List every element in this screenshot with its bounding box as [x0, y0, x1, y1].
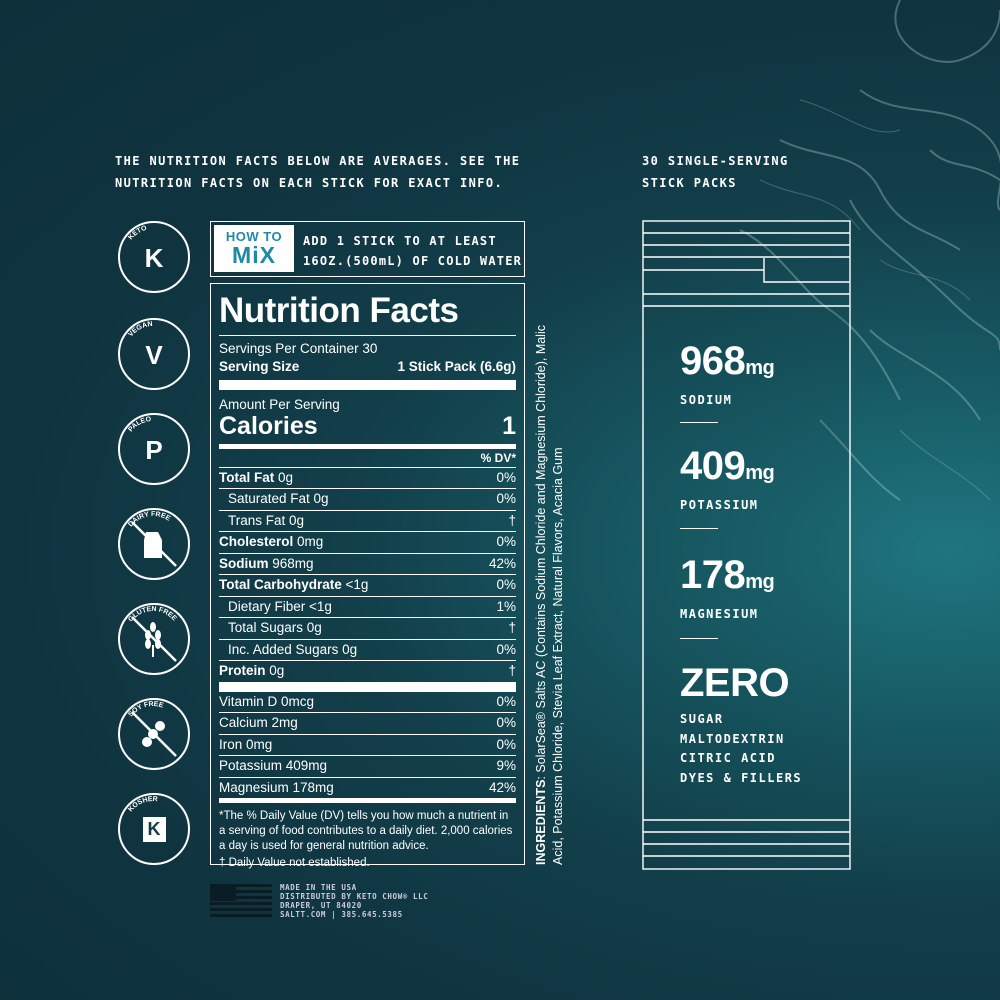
svg-text:SOY FREE: SOY FREE: [127, 700, 165, 719]
micronutrient-row: Magnesium 178mg 42%: [219, 777, 516, 799]
calories-row: Calories 1: [219, 411, 516, 440]
notice-line-2: NUTRITION FACTS ON EACH STICK FOR EXACT INFO.: [115, 176, 504, 190]
serving-size-row: Serving Size 1 Stick Pack (6.6g): [219, 359, 516, 374]
soy-free-badge: [118, 698, 190, 770]
nutrient-row: Inc. Added Sugars 0g 0%: [219, 639, 516, 661]
svg-text:KETO: KETO: [127, 224, 148, 242]
how-to-mix-box: [210, 221, 525, 277]
nutrition-title: Nutrition Facts: [219, 291, 459, 330]
svg-text:GLUTEN FREE: GLUTEN FREE: [127, 605, 178, 624]
badge-ring-text: [117, 507, 189, 579]
nutrient-row: Total Sugars 0g †: [219, 617, 516, 639]
dairy-free-badge: [118, 508, 190, 580]
micronutrient-row: Potassium 409mg 9%: [219, 755, 516, 777]
zero-title: ZERO: [680, 661, 790, 705]
micronutrient-row: Calcium 2mg 0%: [219, 712, 516, 734]
sodium-stat: [680, 340, 774, 407]
kosher-badge: [118, 793, 190, 865]
nutrient-rows: [219, 467, 516, 682]
badge-ring-text: [117, 602, 189, 674]
nutrient-row: Trans Fat 0g †: [219, 510, 516, 532]
nutrient-row: Cholesterol 0mg 0%: [219, 531, 516, 553]
vegan-letter: V: [145, 340, 163, 370]
paleo-badge: [118, 413, 190, 485]
nutrient-row: Saturated Fat 0g 0%: [219, 488, 516, 510]
keto-badge: [118, 221, 190, 293]
zero-item: MALTODEXTRIN: [680, 731, 785, 746]
micronutrient-rows: [219, 692, 516, 799]
dagger-footnote: † Daily Value not established.: [219, 857, 370, 869]
paleo-letter: P: [145, 435, 163, 465]
notice-line-1: THE NUTRITION FACTS BELOW ARE AVERAGES. SEE THE: [115, 154, 521, 168]
potassium-stat: [680, 445, 774, 512]
magnesium-value: 178mg: [680, 553, 775, 597]
micronutrient-row: Iron 0mg 0%: [219, 734, 516, 756]
made-in-usa: MADE IN THE USA DISTRIBUTED BY KETO CHOW® LLC DRAPER, UT 84020 SALTT.COM | 385.645.5385: [280, 883, 429, 919]
sodium-label: SODIUM: [680, 393, 733, 407]
nutrient-row: Dietary Fiber <1g 1%: [219, 596, 516, 618]
svg-text:DAIRY FREE: DAIRY FREE: [127, 510, 172, 529]
gluten-free-badge: [118, 603, 190, 675]
nutrient-row: Protein 0g †: [219, 660, 516, 682]
potassium-value: 409mg: [680, 444, 775, 488]
how-to-label: HOW TO: [225, 229, 283, 244]
amount-per-serving: Amount Per Serving: [219, 396, 340, 412]
sodium-value: 968mg: [680, 339, 775, 383]
nutrient-row: Sodium 968mg 42%: [219, 553, 516, 575]
potassium-label: POTASSIUM: [680, 498, 759, 512]
nutrition-facts-panel: [210, 283, 525, 869]
daily-value-header: % DV*: [480, 450, 516, 465]
zero-item: DYES & FILLERS: [680, 770, 803, 785]
magnesium-stat: [680, 554, 774, 621]
daily-value-footnote: *The % Daily Value (DV) tells you how much a nutrient in a serving of food contributes to a daily diet. 2,000 calories a day is used for general nutrition advice.: [219, 810, 513, 852]
mix-instructions: ADD 1 STICK TO AT LEAST 16OZ.(500mL) OF COLD WATER: [303, 234, 523, 268]
pack-notice-line-1: 30 SINGLE-SERVING: [642, 154, 789, 168]
micronutrient-row: Vitamin D 0mcg 0%: [219, 693, 516, 709]
zero-item: CITRIC ACID: [680, 751, 776, 765]
vegan-badge: [118, 318, 190, 390]
pack-notice: [642, 150, 789, 194]
keto-letter: K: [144, 243, 164, 273]
badge-ring-text: [117, 697, 189, 769]
averages-notice: [115, 150, 520, 194]
nutrient-row: Total Carbohydrate <1g 0%: [219, 574, 516, 596]
how-to-mix-tag: [214, 225, 294, 272]
ingredients-label: INGREDIENTS: [534, 779, 548, 865]
zero-list: [680, 710, 802, 788]
svg-text:PALEO: PALEO: [127, 415, 152, 434]
zero-item: SUGAR: [680, 712, 724, 726]
zero-stat: [680, 662, 802, 788]
servings-per-container: Servings Per Container 30: [219, 341, 378, 356]
svg-text:KOSHER: KOSHER: [127, 795, 158, 814]
svg-text:VEGAN: VEGAN: [127, 320, 153, 339]
nutrient-row: Total Fat 0g 0%: [219, 467, 516, 489]
mix-label: MiX: [232, 242, 276, 268]
pack-notice-line-2: STICK PACKS: [642, 176, 737, 190]
kosher-letter: K: [120, 817, 188, 842]
ingredients-text: : SolarSea® Salts AC (Contains Sodium Chloride and Magnesium Chloride), Malic Acid, Potassium Chloride, Stevia Leaf Extract, Natural Flavors, Acacia Gum: [534, 325, 565, 865]
magnesium-label: MAGNESIUM: [680, 607, 759, 621]
us-flag-icon: [210, 884, 272, 918]
